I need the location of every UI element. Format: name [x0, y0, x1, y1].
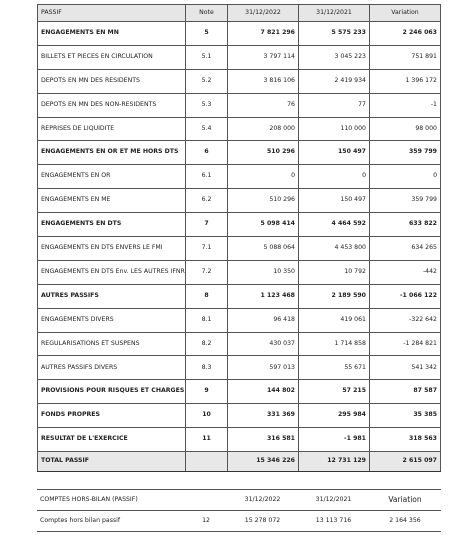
- row-note: 8.2: [186, 332, 228, 356]
- hors-bilan-2021-header: 31/12/2021: [298, 490, 369, 511]
- hors-bilan-header-row: [37, 490, 441, 511]
- row-value-2022: 76: [228, 93, 299, 117]
- row-value-2022: 5 088 064: [228, 237, 299, 261]
- row-variation: -442: [370, 260, 441, 284]
- row-variation: 2 246 063: [370, 22, 441, 46]
- row-label: ENGAGEMENTS DIVERS: [38, 308, 186, 332]
- table-row: [38, 284, 441, 308]
- total-2021: 12 731 129: [299, 452, 370, 472]
- row-note: 7.2: [186, 260, 228, 284]
- hors-bilan-variation: 2 164 356: [369, 511, 441, 532]
- header-2021: 31/12/2021: [299, 5, 370, 22]
- table-row: [38, 117, 441, 141]
- row-label: DEPOTS EN MN DES RESIDENTS: [38, 69, 186, 93]
- row-label: BILLETS ET PIECES EN CIRCULATION: [38, 45, 186, 69]
- row-note: 6.1: [186, 165, 228, 189]
- row-variation: 634 265: [370, 237, 441, 261]
- table-row: [38, 428, 441, 452]
- row-value-2022: 208 000: [228, 117, 299, 141]
- table-row: [38, 45, 441, 69]
- table-row: [38, 332, 441, 356]
- row-note: 7: [186, 213, 228, 237]
- row-value-2022: 510 296: [228, 141, 299, 165]
- row-value-2022: 3 816 106: [228, 69, 299, 93]
- row-variation: -1: [370, 93, 441, 117]
- row-variation: -1 284 821: [370, 332, 441, 356]
- row-variation: 633 822: [370, 213, 441, 237]
- hors-bilan-2022: 15 278 072: [227, 511, 298, 532]
- table-row: [38, 69, 441, 93]
- row-value-2021: 0: [299, 165, 370, 189]
- row-label: RESULTAT DE L'EXERCICE: [38, 428, 186, 452]
- row-value-2022: 5 098 414: [228, 213, 299, 237]
- row-variation: 1 396 172: [370, 69, 441, 93]
- header-row: [38, 5, 441, 22]
- hors-bilan-label: Comptes hors bilan passif: [37, 511, 185, 532]
- row-variation: 0: [370, 165, 441, 189]
- row-note: 8.3: [186, 356, 228, 380]
- row-value-2021: 10 792: [299, 260, 370, 284]
- row-label: ENGAGEMENTS EN DTS Env. LES AUTRES IFNR: [38, 260, 186, 284]
- row-label: REGULARISATIONS ET SUSPENS: [38, 332, 186, 356]
- row-value-2021: 55 671: [299, 356, 370, 380]
- total-note: [186, 452, 228, 472]
- table-row: [38, 260, 441, 284]
- row-label: ENGAGEMENTS EN OR ET ME HORS DTS: [38, 141, 186, 165]
- row-note: 8.1: [186, 308, 228, 332]
- table-row: [38, 308, 441, 332]
- row-label: PROVISIONS POUR RISQUES ET CHARGES: [38, 380, 186, 404]
- row-label: DEPOTS EN MN DES NON-RESIDENTS: [38, 93, 186, 117]
- total-row: [38, 452, 441, 472]
- table-row: [38, 356, 441, 380]
- table-body: [38, 22, 441, 452]
- total-label: TOTAL PASSIF: [38, 452, 186, 472]
- table-row: [38, 213, 441, 237]
- row-label: ENGAGEMENTS EN ME: [38, 189, 186, 213]
- row-note: 9: [186, 380, 228, 404]
- row-variation: -322 642: [370, 308, 441, 332]
- header-label: PASSIF: [38, 5, 186, 22]
- row-note: 6: [186, 141, 228, 165]
- row-value-2021: 57 215: [299, 380, 370, 404]
- row-note: 7.1: [186, 237, 228, 261]
- hors-bilan-variation-header: Variation: [369, 490, 441, 511]
- total-2022: 15 346 226: [228, 452, 299, 472]
- passif-table: [37, 4, 441, 472]
- row-note: 5: [186, 22, 228, 46]
- row-variation: 35 385: [370, 404, 441, 428]
- total-variation: 2 615 097: [370, 452, 441, 472]
- row-note: 5.2: [186, 69, 228, 93]
- row-label: ENGAGEMENTS EN OR: [38, 165, 186, 189]
- row-value-2021: 110 000: [299, 117, 370, 141]
- hors-bilan-2021: 13 113 716: [298, 511, 369, 532]
- hors-bilan-2022-header: 31/12/2022: [227, 490, 298, 511]
- row-value-2021: 295 984: [299, 404, 370, 428]
- row-value-2021: 419 061: [299, 308, 370, 332]
- row-value-2022: 10 350: [228, 260, 299, 284]
- row-value-2021: 4 464 592: [299, 213, 370, 237]
- row-note: 5.4: [186, 117, 228, 141]
- table-row: [38, 237, 441, 261]
- row-value-2022: 316 581: [228, 428, 299, 452]
- hors-bilan-row: [37, 511, 441, 532]
- row-variation: 541 342: [370, 356, 441, 380]
- row-value-2022: 3 797 114: [228, 45, 299, 69]
- passif-sheet: [37, 4, 441, 472]
- hors-bilan-note: 12: [185, 511, 227, 532]
- row-note: 5.1: [186, 45, 228, 69]
- row-value-2022: 597 013: [228, 356, 299, 380]
- row-value-2022: 1 123 468: [228, 284, 299, 308]
- table-row: [38, 165, 441, 189]
- row-value-2022: 144 802: [228, 380, 299, 404]
- hors-bilan-title: COMPTES HORS-BILAN (PASSIF): [37, 490, 185, 511]
- row-value-2021: 1 714 858: [299, 332, 370, 356]
- row-note: 5.3: [186, 93, 228, 117]
- row-value-2022: 96 418: [228, 308, 299, 332]
- row-label: AUTRES PASSIFS: [38, 284, 186, 308]
- header-2022: 31/12/2022: [228, 5, 299, 22]
- row-value-2021: -1 981: [299, 428, 370, 452]
- row-label: FONDS PROPRES: [38, 404, 186, 428]
- row-note: 11: [186, 428, 228, 452]
- table-row: [38, 22, 441, 46]
- row-value-2021: 77: [299, 93, 370, 117]
- row-label: ENGAGEMENTS EN DTS: [38, 213, 186, 237]
- table-row: [38, 404, 441, 428]
- row-note: 10: [186, 404, 228, 428]
- hors-bilan-spacer: [185, 490, 227, 511]
- row-note: 8: [186, 284, 228, 308]
- hors-bilan-table: [37, 489, 441, 532]
- row-label: REPRISES DE LIQUIDITE: [38, 117, 186, 141]
- row-label: ENGAGEMENTS EN DTS ENVERS LE FMI: [38, 237, 186, 261]
- row-variation: 87 587: [370, 380, 441, 404]
- row-value-2021: 5 575 233: [299, 22, 370, 46]
- table-row: [38, 189, 441, 213]
- row-value-2021: 3 045 223: [299, 45, 370, 69]
- row-variation: -1 066 122: [370, 284, 441, 308]
- header-note: Note: [186, 5, 228, 22]
- row-value-2022: 430 037: [228, 332, 299, 356]
- row-value-2022: 7 821 296: [228, 22, 299, 46]
- header-variation: Variation: [370, 5, 441, 22]
- row-value-2021: 150 497: [299, 189, 370, 213]
- table-row: [38, 141, 441, 165]
- row-variation: 318 563: [370, 428, 441, 452]
- row-value-2022: 331 369: [228, 404, 299, 428]
- row-label: AUTRES PASSIFS DIVERS: [38, 356, 186, 380]
- row-value-2021: 150 497: [299, 141, 370, 165]
- row-note: 6.2: [186, 189, 228, 213]
- table-row: [38, 380, 441, 404]
- row-value-2021: 4 453 800: [299, 237, 370, 261]
- row-variation: 98 000: [370, 117, 441, 141]
- row-variation: 359 799: [370, 141, 441, 165]
- row-value-2022: 510 296: [228, 189, 299, 213]
- row-variation: 751 891: [370, 45, 441, 69]
- row-variation: 359 799: [370, 189, 441, 213]
- row-label: ENGAGEMENTS EN MN: [38, 22, 186, 46]
- row-value-2022: 0: [228, 165, 299, 189]
- row-value-2021: 2 189 590: [299, 284, 370, 308]
- row-value-2021: 2 419 934: [299, 69, 370, 93]
- table-row: [38, 93, 441, 117]
